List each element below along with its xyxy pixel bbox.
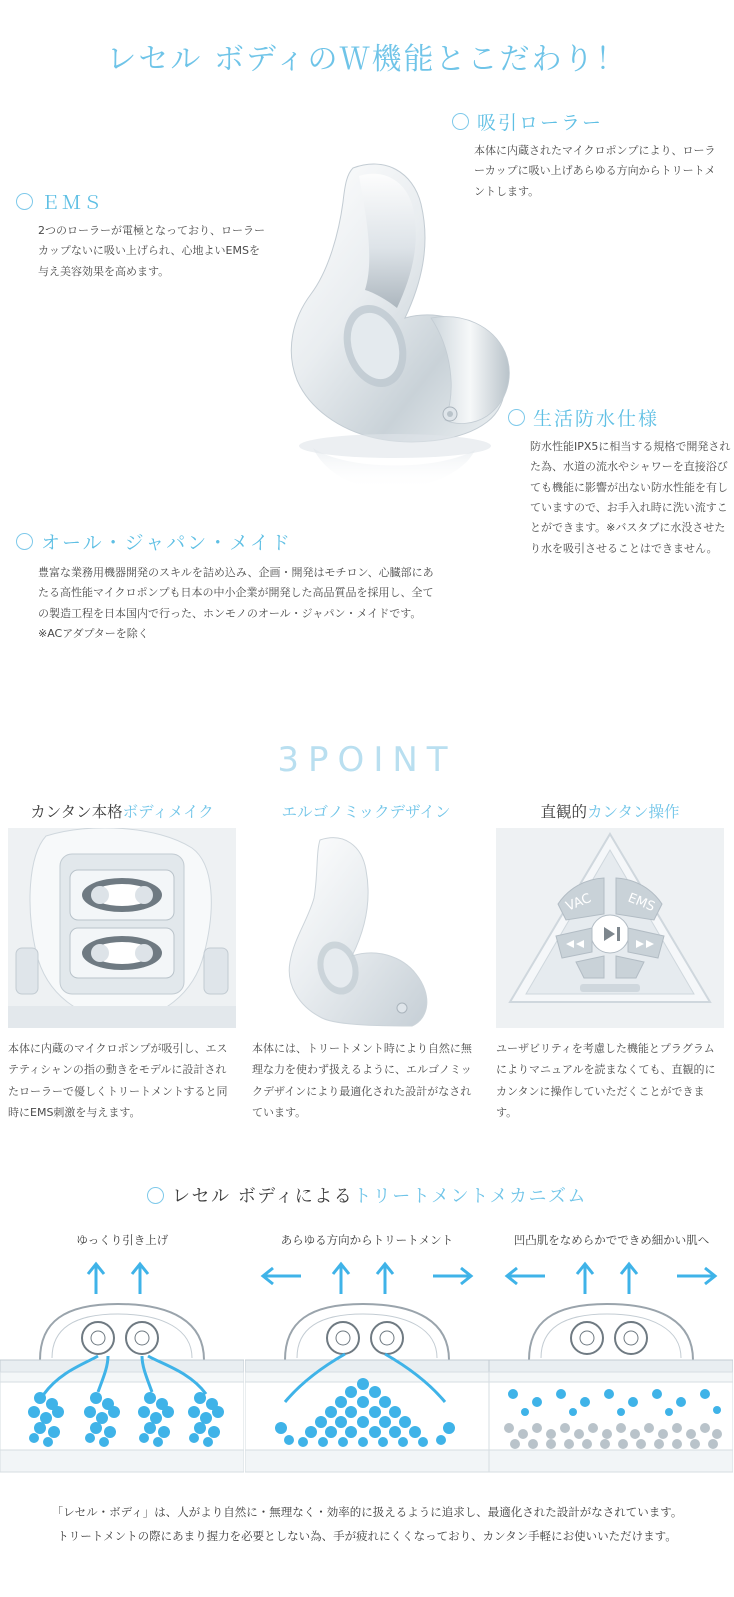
feature-suction-roller xyxy=(452,108,722,202)
circle-bullet-icon xyxy=(16,193,33,210)
footnote-line-2: トリートメントの際にあまり握力を必要としない為、手が疲れにくくなっており、カンタン手軽にお使いいただけます。 xyxy=(57,1529,677,1544)
point-title-accent: ボディメイク xyxy=(122,803,214,821)
feature-waterproof xyxy=(508,404,734,559)
mechanism-column-3 xyxy=(489,1232,734,1489)
feature-waterproof-body: 防水性能IPX5に相当する規格で開発された為、水道の流水やシャワーを直接浴びても機能に影響が出ない防水性能を有していますので、お手入れ時に洗い流すことができます。※バスタブに水没させたり水を吸引させることはできません。 xyxy=(530,440,731,555)
feature-heading-text: オール・ジャパン・メイド xyxy=(41,532,292,554)
mechanism-column-1 xyxy=(0,1232,245,1489)
feature-all-japan-made-body: 豊富な業務用機器開発のスキルを詰め込み、企画・開発はモチロン、心臓部にあたる高性能マイクロポンプも日本の中小企業が開発した高品質品を採用し、全ての製造工程を日本国内で行った、ホンモノのオール・ジャパン・メイドです。※ACアダプターを除く xyxy=(38,566,434,641)
point-column-3 xyxy=(488,800,732,1124)
point-title-1 xyxy=(8,800,236,822)
feature-suction-roller-body: 本体に内蔵されたマイクロポンプにより、ローラーカップに吸い上げあらゆる方向からトリートメントします。 xyxy=(474,144,716,198)
svg-text:EMS: EMS xyxy=(625,890,657,915)
point-title-3 xyxy=(496,800,724,822)
mechanism-diagrams xyxy=(0,1232,734,1489)
point-title-accent: カンタン操作 xyxy=(587,803,680,821)
circle-bullet-icon xyxy=(508,409,525,426)
point-column-1 xyxy=(0,800,244,1124)
point-text-1: 本体に内蔵のマイクロポンプが吸引し、エステティシャンの指の動きをモデルに設計されたローラーで優しくトリートメントすると同時にEMS刺激を与えます。 xyxy=(8,1042,228,1120)
feature-all-japan-made xyxy=(16,528,436,644)
mechanism-caption-3: 凹凸肌をなめらかでできめ細かい肌へ xyxy=(513,1233,710,1247)
svg-text:VAC: VAC xyxy=(563,890,594,915)
feature-waterproof-heading xyxy=(508,404,734,431)
feature-ems-body: 2つのローラーが電極となっており、ローラーカップないに吸い上げられ、心地よいEMSを与え美容効果を高めます。 xyxy=(38,224,265,278)
feature-suction-roller-heading xyxy=(452,108,722,135)
feature-heading-text: ＥＭＳ xyxy=(41,192,105,214)
three-point-columns xyxy=(0,800,734,1124)
feature-ems-heading xyxy=(16,188,266,215)
point-column-2 xyxy=(244,800,488,1124)
mechanism-svg-2 xyxy=(245,1252,489,1484)
page-title: レセル ボディのＷ機能とこだわり！ xyxy=(106,42,628,77)
point-image-2 xyxy=(252,828,480,1028)
mechanism-title-plain: レセル ボディによる xyxy=(172,1186,354,1207)
mechanism-caption-2: あらゆる方向からトリートメント xyxy=(280,1233,454,1247)
hero-product-illustration xyxy=(235,150,535,510)
footnote xyxy=(0,1500,734,1548)
mechanism-column-2 xyxy=(245,1232,490,1489)
point-image-3 xyxy=(496,828,724,1028)
point-image-1 xyxy=(8,828,236,1028)
feature-heading-text: 生活防水仕様 xyxy=(533,408,660,430)
point-text-2: 本体には、トリートメント時により自然に無理な力を使わず扱えるように、エルゴノミックデザインにより最適化された設計がなされています。 xyxy=(252,1042,472,1120)
point-title-plain: 直観的 xyxy=(540,803,588,821)
circle-bullet-icon xyxy=(452,113,469,130)
point-title-2 xyxy=(252,800,480,822)
point-text-3: ユーザビリティを考慮した機能とプラグラムによりマニュアルを読まなくても、直観的にカンタンに操作していただくことができます。 xyxy=(496,1042,716,1120)
circle-bullet-icon xyxy=(147,1187,164,1204)
point-title-accent: エルゴノミックデザイン xyxy=(281,803,451,821)
mechanism-svg-3 xyxy=(489,1252,733,1484)
mechanism-svg-1 xyxy=(0,1252,244,1484)
mechanism-caption-1: ゆっくり引き上げ xyxy=(76,1233,169,1247)
point-title-plain: カンタン本格 xyxy=(30,803,123,821)
feature-ems xyxy=(16,188,266,282)
three-point-label: 3POINT xyxy=(277,740,457,780)
circle-bullet-icon xyxy=(16,533,33,550)
mechanism-title-accent: トリートメントメカニズム xyxy=(353,1186,587,1207)
feature-heading-text: 吸引ローラー xyxy=(477,112,604,134)
feature-all-japan-made-heading xyxy=(16,528,436,555)
footnote-line-1: 「レセル・ボディ」は、人がより自然に・無理なく・効率的に扱えるように追求し、最適化された設計がなされています。 xyxy=(51,1505,683,1519)
mechanism-title xyxy=(0,1182,734,1208)
